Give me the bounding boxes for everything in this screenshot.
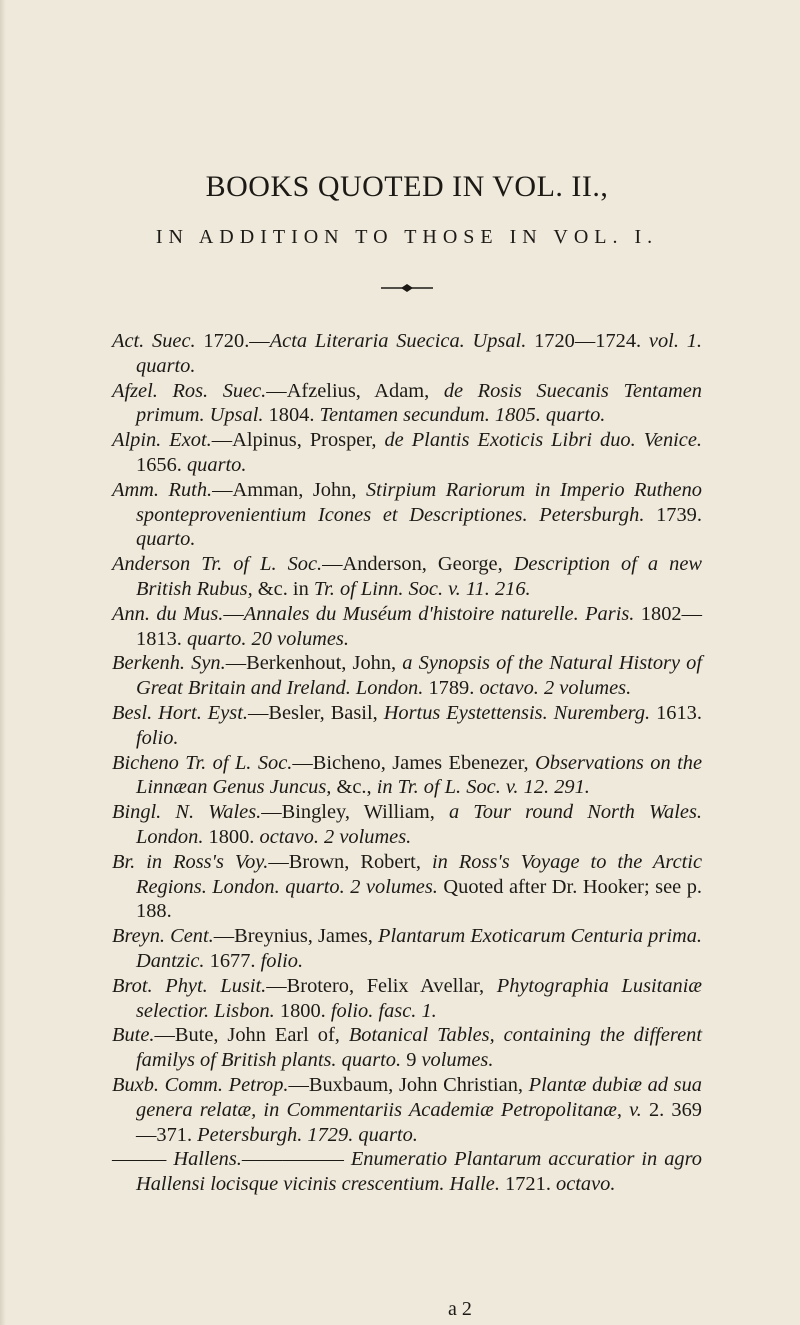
- page-edge: [0, 0, 6, 1325]
- bibliography-entry: Berkenh. Syn.—Berkenhout, John, a Synopsis of the Natural History of Great Britain and Ireland. London. 1789. octavo. 2 volumes.: [112, 652, 703, 700]
- bibliography-entry: Bicheno Tr. of L. Soc.—Bicheno, James Ebenezer, Observations on the Linnæan Genus Juncus, &c., in Tr. of L. Soc. v. 12. 291.: [112, 751, 702, 799]
- bibliography-entry: Alpin. Exot.—Alpinus, Prosper, de Plantis Exoticis Libri duo. Venice. 1656. quarto.: [112, 429, 702, 476]
- bibliography-entry: Buxb. Comm. Petrop.—Buxbaum, John Christian, Plantæ dubiæ ad sua genera relatæ, in Commentariis Academiæ Petropolitanæ, v. 2. 369—371. Petersburgh. 1729. quarto.: [112, 1073, 702, 1146]
- page-subtitle: IN ADDITION TO THOSE IN VOL. I.: [155, 226, 659, 248]
- bibliography-entry: Besl. Hort. Eyst.—Besler, Basil, Hortus Eystettensis. Nuremberg. 1613. folio.: [112, 701, 702, 749]
- bibliography-entry: ——— Hallens.————— Enumeratio Plantarum accuratior in agro Hallensi locisque vicinis crescentium. Halle. 1721. octavo.: [112, 1148, 702, 1196]
- signature-mark: a 2: [448, 1298, 472, 1320]
- page-content: [112, 170, 702, 1197]
- bibliography-entry: Brot. Phyt. Lusit.—Brotero, Felix Avellar, Phytographia Lusitaniæ selectior. Lisbon. 1800. folio. fasc. 1.: [112, 974, 702, 1022]
- bibliography-entry: Br. in Ross's Voy.—Brown, Robert, in Ross's Voyage to the Arctic Regions. London. quarto. 2 volumes. Quoted after Dr. Hooker; see p. 188.: [112, 850, 702, 923]
- bibliography-entry: Breyn. Cent.—Breynius, James, Plantarum Exoticarum Centuria prima. Dantzic. 1677. folio.: [112, 925, 703, 972]
- bibliography-entry: Bute.—Bute, John Earl of, Botanical Tables, containing the different familys of British plants. quarto. 9 volumes.: [112, 1024, 702, 1072]
- bibliography-entry: Afzel. Ros. Suec.—Afzelius, Adam, de Rosis Suecanis Tentamen primum. Upsal. 1804. Tentamen secundum. 1805. quarto.: [112, 379, 702, 427]
- bibliography-entry: Act. Suec. 1720.—Acta Literaria Suecica. Upsal. 1720—1724. vol. 1. quarto.: [112, 330, 702, 377]
- bibliography-entry: Anderson Tr. of L. Soc.—Anderson, George, Description of a new British Rubus, &c. in Tr. of Linn. Soc. v. 11. 216.: [112, 553, 702, 600]
- ornament-rule: [379, 283, 435, 293]
- bibliography-entry: Amm. Ruth.—Amman, John, Stirpium Rariorum in Imperio Rutheno sponteprovenientium Icones et Descriptiones. Petersburgh. 1739. quarto.: [112, 478, 702, 551]
- bibliography-entry: Ann. du Mus.—Annales du Muséum d'histoire naturelle. Paris. 1802—1813. quarto. 20 volumes.: [112, 602, 702, 650]
- page-title: BOOKS QUOTED IN VOL. II.,: [205, 170, 609, 203]
- bibliography-entry: Bingl. N. Wales.—Bingley, William, a Tour round North Wales. London. 1800. octavo. 2 volumes.: [112, 801, 702, 848]
- bibliography-list: [112, 329, 702, 1197]
